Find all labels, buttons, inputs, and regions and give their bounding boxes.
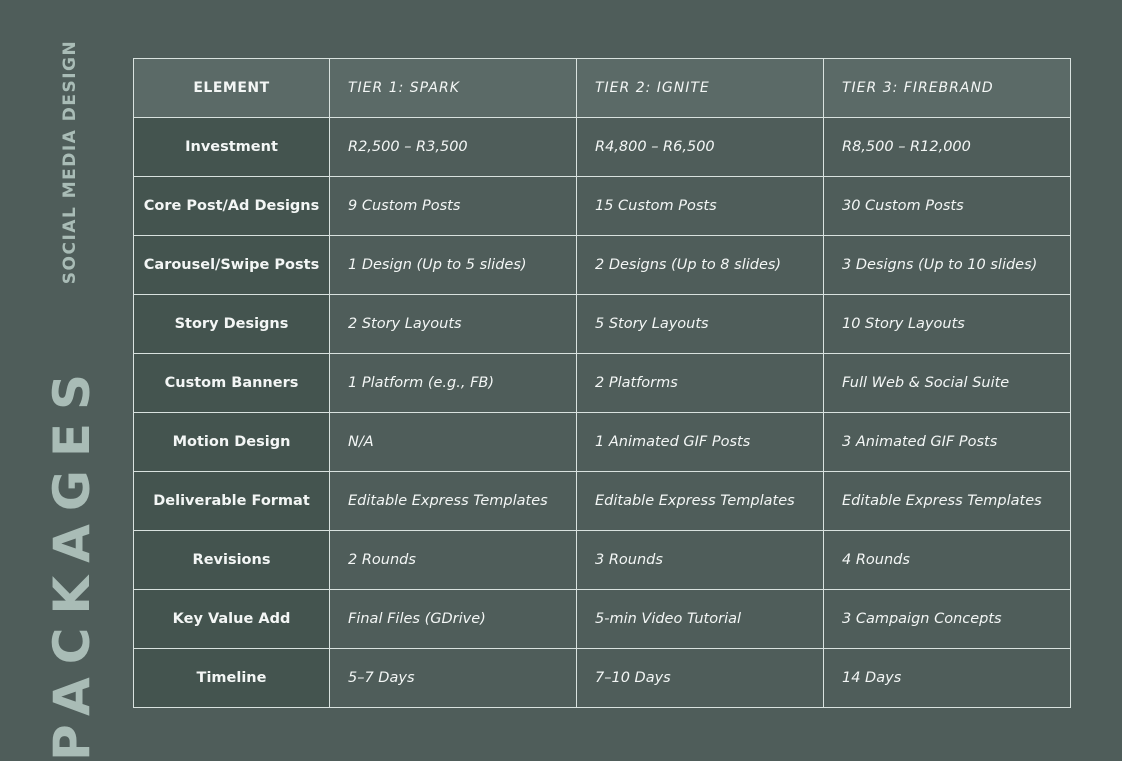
table-row xyxy=(134,118,1071,177)
header-element: ELEMENT xyxy=(134,59,330,118)
cell-tier-2: 1 Animated GIF Posts xyxy=(577,413,824,472)
cell-tier-3: R8,500 – R12,000 xyxy=(824,118,1071,177)
row-label: Story Designs xyxy=(134,295,330,354)
cell-tier-1: R2,500 – R3,500 xyxy=(330,118,577,177)
side-subtitle: SOCIAL MEDIA DESIGN xyxy=(60,39,80,285)
row-label: Custom Banners xyxy=(134,354,330,413)
cell-tier-2: 2 Designs (Up to 8 slides) xyxy=(577,236,824,295)
cell-tier-2: 5 Story Layouts xyxy=(577,295,824,354)
cell-tier-3: 14 Days xyxy=(824,649,1071,708)
table-row xyxy=(134,649,1071,708)
cell-tier-3: 3 Animated GIF Posts xyxy=(824,413,1071,472)
row-label: Revisions xyxy=(134,531,330,590)
cell-tier-2: R4,800 – R6,500 xyxy=(577,118,824,177)
header-tier-2: TIER 2: IGNITE xyxy=(577,59,824,118)
row-label: Key Value Add xyxy=(134,590,330,649)
side-title: PACKAGES xyxy=(43,360,101,761)
cell-tier-1: 5–7 Days xyxy=(330,649,577,708)
cell-tier-2: 5-min Video Tutorial xyxy=(577,590,824,649)
cell-tier-2: 15 Custom Posts xyxy=(577,177,824,236)
table-row xyxy=(134,472,1071,531)
row-label: Core Post/Ad Designs xyxy=(134,177,330,236)
cell-tier-2: 2 Platforms xyxy=(577,354,824,413)
cell-tier-1: N/A xyxy=(330,413,577,472)
cell-tier-3: 30 Custom Posts xyxy=(824,177,1071,236)
table-row xyxy=(134,295,1071,354)
cell-tier-1: 9 Custom Posts xyxy=(330,177,577,236)
cell-tier-3: Editable Express Templates xyxy=(824,472,1071,531)
row-label: Investment xyxy=(134,118,330,177)
cell-tier-3: 3 Designs (Up to 10 slides) xyxy=(824,236,1071,295)
cell-tier-3: Full Web & Social Suite xyxy=(824,354,1071,413)
table-header xyxy=(134,59,1071,118)
cell-tier-3: 10 Story Layouts xyxy=(824,295,1071,354)
row-label: Deliverable Format xyxy=(134,472,330,531)
cell-tier-1: 1 Design (Up to 5 slides) xyxy=(330,236,577,295)
cell-tier-3: 3 Campaign Concepts xyxy=(824,590,1071,649)
row-label: Carousel/Swipe Posts xyxy=(134,236,330,295)
cell-tier-1: Editable Express Templates xyxy=(330,472,577,531)
table-row xyxy=(134,354,1071,413)
table-body xyxy=(134,118,1071,708)
cell-tier-2: 7–10 Days xyxy=(577,649,824,708)
row-label: Timeline xyxy=(134,649,330,708)
row-label: Motion Design xyxy=(134,413,330,472)
cell-tier-3: 4 Rounds xyxy=(824,531,1071,590)
cell-tier-1: Final Files (GDrive) xyxy=(330,590,577,649)
cell-tier-1: 2 Story Layouts xyxy=(330,295,577,354)
cell-tier-1: 1 Platform (e.g., FB) xyxy=(330,354,577,413)
table-row xyxy=(134,236,1071,295)
header-row xyxy=(134,59,1071,118)
table-row xyxy=(134,177,1071,236)
table-row xyxy=(134,531,1071,590)
cell-tier-2: Editable Express Templates xyxy=(577,472,824,531)
packages-table xyxy=(133,58,1071,708)
table-row xyxy=(134,413,1071,472)
header-tier-3: TIER 3: FIREBRAND xyxy=(824,59,1071,118)
cell-tier-2: 3 Rounds xyxy=(577,531,824,590)
table-row xyxy=(134,590,1071,649)
cell-tier-1: 2 Rounds xyxy=(330,531,577,590)
header-tier-1: TIER 1: SPARK xyxy=(330,59,577,118)
